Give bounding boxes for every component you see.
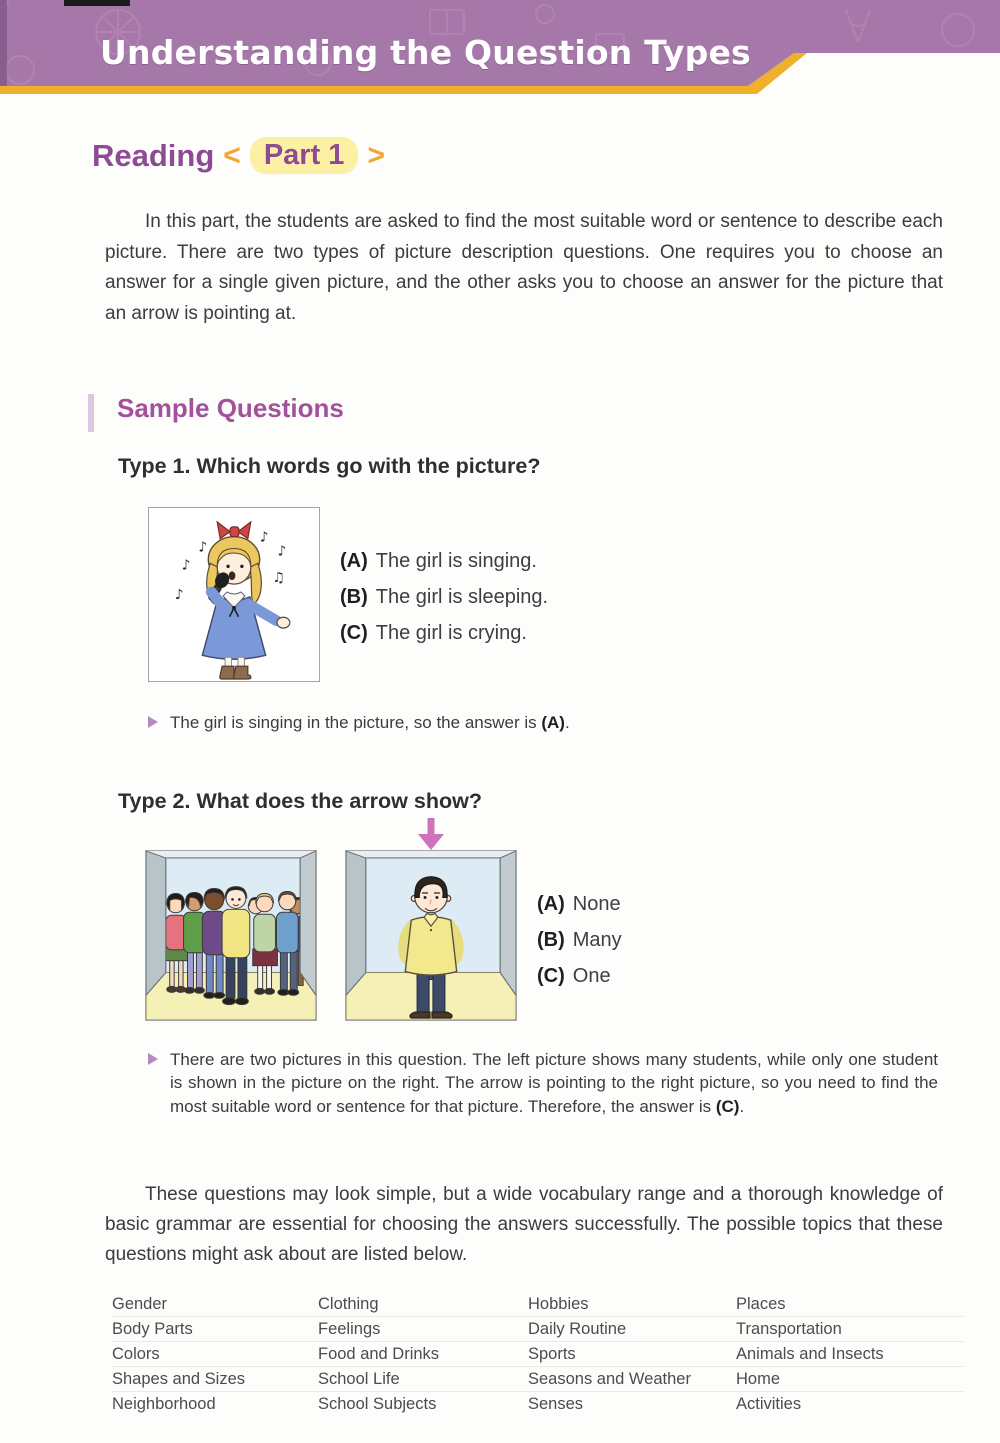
intro-paragraph: In this part, the students are asked to find the most suitable word or sentence to describe each picture. There are two types of picture description questions. One requires you to choose an answer for a single given picture, and the other asks you to choose an answer for the picture that an arrow is pointing at. <box>105 211 943 324</box>
option-b: (B) The girl is sleeping. <box>340 585 549 608</box>
music-note-icon: ♪ <box>181 557 191 574</box>
table-row: Shapes and Sizes School Life Seasons and Weather Home <box>112 1367 964 1392</box>
many-students-illustration <box>145 850 317 1021</box>
music-note-icon: ♪ <box>277 543 287 560</box>
section-accent-bar <box>88 394 94 432</box>
type2-options <box>537 886 622 994</box>
table-row: Body Parts Feelings Daily Routine Transportation <box>112 1317 964 1342</box>
sample-questions-heading: Sample Questions <box>117 393 344 423</box>
table-row: Colors Food and Drinks Sports Animals and Insects <box>112 1342 964 1367</box>
girl-singing-drawing <box>149 508 319 681</box>
triangle-bullet-icon <box>148 1053 158 1065</box>
page-title: Understanding the Question Types <box>100 33 751 72</box>
part-1-highlight <box>250 137 359 174</box>
option-a: (A) The girl is singing. <box>340 549 537 572</box>
music-note-icon: ♫ <box>272 570 285 587</box>
one-student-drawing <box>346 851 516 1020</box>
type2-title: Type 2. What does the arrow show? <box>118 789 482 813</box>
reading-part-heading <box>92 137 385 174</box>
type2-explanation: There are two pictures in this question. The left picture shows many students, while only one student is shown in the picture on the right. The arrow is pointing to the right picture, so you need to find the most suitable word or sentence for that picture. Therefore, the answer is (C). <box>148 1048 938 1118</box>
closing-paragraph: These questions may look simple, but a wide vocabulary range and a thorough knowledge of basic grammar are essential for choosing the answers successfully. The possible topics that these questions might ask about are listed below. <box>105 1184 943 1265</box>
table-row: Neighborhood School Subjects Senses Activities <box>112 1395 802 1413</box>
music-note-icon: ♪ <box>198 539 208 556</box>
type1-options <box>340 543 548 651</box>
girl-singing-illustration <box>148 507 320 682</box>
reading-label: Reading <box>92 137 215 173</box>
type1-title: Type 1. Which words go with the picture? <box>118 454 541 478</box>
chevron-left-icon: < <box>223 138 241 172</box>
music-note-icon: ♪ <box>259 529 269 546</box>
option-c: (C) One <box>537 964 611 987</box>
type1-explanation: The girl is singing in the picture, so the answer is (A). <box>148 711 848 734</box>
option-c: (C) The girl is crying. <box>340 621 527 644</box>
page-edge-shadow <box>0 0 7 86</box>
chevron-right-icon: > <box>367 138 385 172</box>
triangle-bullet-icon <box>148 716 158 728</box>
pink-arrow-down-icon <box>417 818 445 851</box>
music-note-icon: ♪ <box>174 586 184 603</box>
option-a: (A) None <box>537 892 621 915</box>
option-b: (B) Many <box>537 928 622 951</box>
scan-top-mark <box>64 0 130 6</box>
many-students-drawing <box>146 851 316 1020</box>
table-row: Gender Clothing Hobbies Places <box>112 1292 964 1317</box>
part-label: Part 1 <box>263 139 345 171</box>
one-student-illustration <box>345 850 517 1021</box>
topics-table <box>112 1292 964 1416</box>
